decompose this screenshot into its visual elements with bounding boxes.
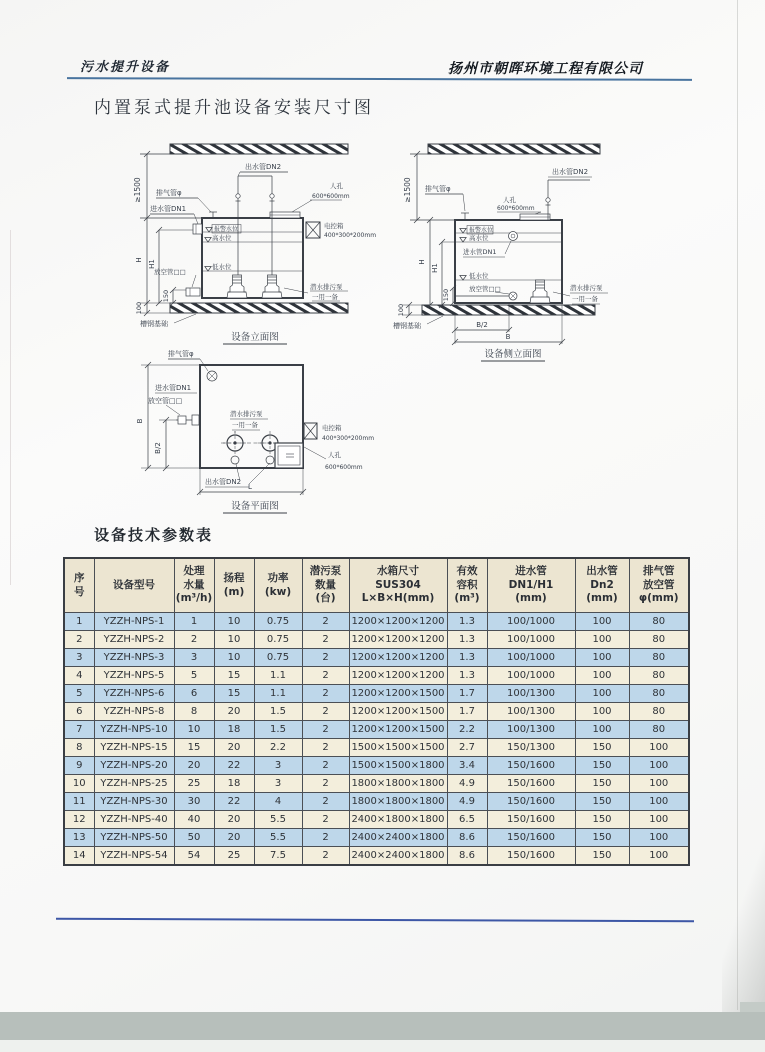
side-linework: [402, 144, 608, 361]
table-cell: 25: [214, 847, 254, 866]
table-cell: YZZH-NPS-3: [94, 649, 174, 667]
table-cell: 100: [575, 667, 629, 685]
elevation-low-level-label: 低水位: [212, 263, 232, 271]
table-header-cell: 扬程 (m): [214, 558, 254, 613]
table-cell: 10: [64, 775, 94, 793]
table-cell: 2400×1800×1800: [349, 811, 447, 829]
side-high-level-label: 高水位: [469, 234, 489, 242]
elevation-manhole-label: 人孔: [330, 182, 343, 190]
table-cell: 1.3: [447, 631, 487, 649]
company-name-header: 扬州市朝晖环境工程有限公司: [448, 61, 643, 77]
side-manhole-label: 人孔: [503, 196, 516, 204]
table-cell: 1.3: [447, 613, 487, 631]
side-title: 设备侧立面图: [484, 349, 542, 360]
table-cell: 2: [302, 685, 349, 703]
table-cell: 1200×1200×1500: [349, 721, 447, 739]
table-header-cell: 出水管 Dn2 (mm): [575, 558, 629, 613]
table-cell: YZZH-NPS-6: [94, 685, 174, 703]
table-row: [64, 739, 689, 757]
top-slab-hatch: [428, 144, 600, 154]
table-cell: 2: [302, 739, 349, 757]
table-cell: 1.7: [447, 703, 487, 721]
side-alarm-level-label: 报警水位: [469, 227, 494, 234]
scan-bottom-band: [0, 1012, 765, 1040]
table-cell: 80: [629, 613, 689, 631]
side-pump-name-label: 潜水排污泵: [570, 284, 603, 292]
table-cell: 80: [629, 667, 689, 685]
table-cell: 1800×1800×1800: [349, 775, 447, 793]
params-table-body: [64, 613, 689, 866]
control-box-symbol: [304, 423, 317, 439]
table-row: [64, 793, 689, 811]
table-cell: 80: [629, 685, 689, 703]
table-cell: 8: [64, 739, 94, 757]
table-row: [64, 829, 689, 847]
pump-2: [262, 275, 282, 298]
table-cell: 13: [64, 829, 94, 847]
manhole-cover: [270, 212, 300, 218]
table-header-cell: 功率 (kw): [254, 558, 302, 613]
plan-labels: [136, 349, 374, 512]
side-manhole-size: 600*600mm: [497, 205, 535, 212]
table-header-cell: 水箱尺寸 SUS304 L×B×H(mm): [349, 558, 447, 613]
table-cell: 15: [214, 685, 254, 703]
table-cell: 2: [302, 703, 349, 721]
table-cell: 15: [174, 739, 214, 757]
table-cell: 1800×1800×1800: [349, 793, 447, 811]
table-cell: 2: [302, 793, 349, 811]
table-cell: 4: [64, 667, 94, 685]
table-cell: 8.6: [447, 829, 487, 847]
footer-rule: [56, 918, 694, 922]
side-dim-150: 150: [442, 288, 450, 302]
table-cell: 2: [64, 631, 94, 649]
plan-drain-pipe-label: 放空管□□: [148, 397, 183, 405]
table-row: [64, 631, 689, 649]
inlet-pipe-section: [509, 232, 518, 241]
plan-manhole-label: 人孔: [328, 451, 341, 459]
table-cell: 18: [214, 775, 254, 793]
elevation-alarm-level-label: 报警水位: [214, 226, 239, 233]
table-row: [64, 649, 689, 667]
vent-symbol: [207, 371, 217, 381]
side-dim-h: H: [418, 259, 426, 265]
side-inlet-pipe-label: 进水管DN1: [463, 248, 497, 256]
side-outlet-pipe-label: 出水管DN2: [551, 168, 589, 176]
elevation-control-box-label: 电控箱: [324, 222, 344, 230]
table-cell: 2: [302, 721, 349, 739]
elevation-drain-pipe-label: 放空管□□: [154, 268, 186, 276]
table-cell: 100: [629, 775, 689, 793]
table-row: [64, 685, 689, 703]
plan-manhole-size: 600*600mm: [325, 464, 363, 471]
side-labels: [393, 167, 603, 360]
table-cell: YZZH-NPS-30: [94, 793, 174, 811]
table-cell: 10: [214, 631, 254, 649]
table-cell: 2: [302, 757, 349, 775]
elevation-clearance-dim: ≥1500: [133, 177, 142, 203]
table-cell: 2.2: [447, 721, 487, 739]
table-cell: 25: [174, 775, 214, 793]
table-cell: 1200×1200×1200: [349, 649, 447, 667]
table-cell: 20: [214, 811, 254, 829]
plan-dim-b-half: B/2: [154, 442, 162, 454]
table-cell: 2: [174, 631, 214, 649]
table-cell: 150/1300: [487, 739, 575, 757]
side-vent-pipe-label: 排气管φ: [425, 185, 451, 193]
table-cell: 1.5: [254, 721, 302, 739]
table-cell: 80: [629, 631, 689, 649]
table-cell: 1200×1200×1500: [349, 703, 447, 721]
top-slab-hatch: [170, 144, 348, 154]
elevation-dim-h: H: [135, 257, 143, 263]
table-cell: 150: [575, 847, 629, 866]
table-cell: 2: [302, 847, 349, 866]
table-cell: 6: [174, 685, 214, 703]
table-row: [64, 721, 689, 739]
table-cell: 40: [174, 811, 214, 829]
table-cell: 2.2: [254, 739, 302, 757]
table-cell: 150/1600: [487, 847, 575, 866]
table-cell: 4: [254, 793, 302, 811]
elevation-high-level-label: 高水位: [212, 234, 232, 242]
table-cell: 22: [214, 757, 254, 775]
table-cell: 150: [575, 775, 629, 793]
table-cell: 30: [174, 793, 214, 811]
table-cell: YZZH-NPS-5: [94, 667, 174, 685]
table-cell: 100/1300: [487, 685, 575, 703]
plan-control-box-label: 电控箱: [322, 424, 342, 432]
table-row: [64, 667, 689, 685]
table-cell: 150: [575, 793, 629, 811]
elevation-dim-h1: H1: [148, 259, 156, 269]
table-cell: 6.5: [447, 811, 487, 829]
side-foundation-label: 槽钢基础: [393, 322, 421, 330]
table-cell: 7: [64, 721, 94, 739]
table-cell: 10: [174, 721, 214, 739]
table-row: [64, 757, 689, 775]
table-cell: 100: [629, 829, 689, 847]
table-cell: 150/1600: [487, 811, 575, 829]
plan-diagram: [100, 345, 400, 515]
table-cell: 3: [254, 757, 302, 775]
elevation-foundation-label: 槽钢基础: [140, 320, 168, 328]
table-cell: 1500×1500×1500: [349, 739, 447, 757]
table-cell: 80: [629, 721, 689, 739]
table-cell: 100: [575, 649, 629, 667]
outlet-penetration-1: [231, 456, 239, 464]
table-header-cell: 处理 水量 (m³/h): [174, 558, 214, 613]
elevation-diagram: [100, 138, 390, 353]
side-clearance-dim: ≥1500: [403, 177, 412, 203]
outlet-pipes: [236, 176, 275, 275]
table-cell: 80: [629, 649, 689, 667]
table-cell: 54: [174, 847, 214, 866]
table-cell: YZZH-NPS-10: [94, 721, 174, 739]
table-cell: 0.75: [254, 649, 302, 667]
table-cell: 100: [575, 721, 629, 739]
table-cell: 2: [302, 631, 349, 649]
table-cell: 150: [575, 829, 629, 847]
table-header-cell: 设备型号: [94, 558, 174, 613]
table-cell: 4.9: [447, 775, 487, 793]
table-cell: 2: [302, 829, 349, 847]
table-cell: 1200×1200×1200: [349, 613, 447, 631]
table-cell: 1.1: [254, 667, 302, 685]
table-cell: 2: [302, 811, 349, 829]
table-cell: 100/1000: [487, 631, 575, 649]
table-cell: 150/1600: [487, 775, 575, 793]
elevation-vent-pipe-label: 排气管φ: [156, 189, 182, 197]
table-header-row: [64, 558, 689, 613]
table-cell: 2400×2400×1800: [349, 847, 447, 866]
header-rule: [67, 77, 692, 81]
table-cell: 150: [575, 811, 629, 829]
table-cell: 0.75: [254, 631, 302, 649]
control-box-symbol: [306, 222, 320, 238]
table-cell: 6: [64, 703, 94, 721]
elevation-outlet-pipe-label: 出水管DN2: [244, 163, 282, 171]
table-cell: YZZH-NPS-1: [94, 613, 174, 631]
table-cell: 10: [214, 613, 254, 631]
table-cell: 5: [64, 685, 94, 703]
plan-outlet-pipe-label: 出水管DN2: [205, 478, 242, 486]
table-cell: YZZH-NPS-54: [94, 847, 174, 866]
table-cell: 150/1600: [487, 829, 575, 847]
elevation-pump-name-label: 潜水排污泵: [310, 283, 343, 291]
elevation-linework: [140, 144, 348, 344]
plan-control-box-size: 400*300*200mm: [322, 435, 375, 442]
table-cell: 150: [575, 757, 629, 775]
table-cell: 20: [214, 739, 254, 757]
table-cell: 5: [174, 667, 214, 685]
table-cell: 14: [64, 847, 94, 866]
table-cell: 50: [174, 829, 214, 847]
table-cell: 9: [64, 757, 94, 775]
table-cell: 100/1000: [487, 613, 575, 631]
document-category-header: 污水提升设备: [80, 60, 171, 75]
plan-dim-l: L: [248, 483, 252, 491]
outlet-pipe: [546, 177, 593, 220]
table-cell: 8.6: [447, 847, 487, 866]
side-pump-duty-label: 一用一备: [572, 295, 598, 303]
table-cell: 100: [629, 793, 689, 811]
table-cell: 5.5: [254, 811, 302, 829]
elevation-dim-150: 150: [162, 289, 170, 303]
elevation-title: 设备立面图: [231, 332, 279, 343]
elevation-manhole-size: 600*600mm: [312, 193, 350, 200]
table-header-cell: 潜污泵 数量 (台): [302, 558, 349, 613]
outlet-penetration-2: [266, 456, 274, 464]
table-cell: 100/1300: [487, 703, 575, 721]
plan-pump-name-label: 潜水排污泵: [230, 410, 263, 418]
table-header-cell: 序 号: [64, 558, 94, 613]
pump-1: [227, 275, 247, 298]
table-cell: 150/1600: [487, 757, 575, 775]
table-cell: 1.5: [254, 703, 302, 721]
page-title: 内置泵式提升池设备安装尺寸图: [94, 98, 374, 118]
table-cell: 1200×1200×1200: [349, 667, 447, 685]
plan-dim-b: B: [136, 418, 144, 424]
manhole-cover: [520, 214, 550, 220]
side-dim-b: B: [505, 333, 511, 341]
side-dim-100: 100: [397, 303, 405, 317]
table-cell: 1.3: [447, 649, 487, 667]
table-cell: YZZH-NPS-40: [94, 811, 174, 829]
table-cell: 20: [214, 703, 254, 721]
table-cell: 0.75: [254, 613, 302, 631]
table-cell: 10: [214, 649, 254, 667]
table-cell: 1.1: [254, 685, 302, 703]
drain-fitting: [456, 292, 517, 300]
table-cell: 1.3: [447, 667, 487, 685]
table-cell: YZZH-NPS-8: [94, 703, 174, 721]
table-row: [64, 775, 689, 793]
table-cell: 2: [302, 667, 349, 685]
plan-linework: [141, 359, 326, 513]
table-cell: 100: [575, 703, 629, 721]
table-cell: 5.5: [254, 829, 302, 847]
table-cell: 80: [629, 703, 689, 721]
table-cell: YZZH-NPS-50: [94, 829, 174, 847]
side-dim-h1: H1: [431, 263, 439, 273]
table-cell: 100: [575, 613, 629, 631]
side-elevation-diagram: [385, 138, 685, 368]
table-cell: 3.4: [447, 757, 487, 775]
manhole-plan: [275, 443, 303, 468]
table-cell: 1: [174, 613, 214, 631]
table-cell: 2400×2400×1800: [349, 829, 447, 847]
table-cell: 2.7: [447, 739, 487, 757]
table-cell: 1: [64, 613, 94, 631]
table-header-cell: 有效 容积 (m³): [447, 558, 487, 613]
table-cell: 1500×1500×1800: [349, 757, 447, 775]
table-row: [64, 847, 689, 866]
table-cell: 15: [214, 667, 254, 685]
table-cell: 7.5: [254, 847, 302, 866]
table-cell: YZZH-NPS-2: [94, 631, 174, 649]
scan-corner-shadow: [722, 840, 765, 1012]
table-cell: 20: [174, 757, 214, 775]
table-cell: 150: [575, 739, 629, 757]
table-cell: 1200×1200×1500: [349, 685, 447, 703]
table-section-title: 设备技术参数表: [94, 526, 214, 544]
table-cell: 22: [214, 793, 254, 811]
table-cell: 4.9: [447, 793, 487, 811]
table-cell: 3: [174, 649, 214, 667]
table-cell: 100/1000: [487, 649, 575, 667]
plan-pump-duty-label: 一用一备: [232, 421, 258, 429]
table-header-cell: 排气管 放空管 φ(mm): [629, 558, 689, 613]
table-row: [64, 703, 689, 721]
table-cell: 100: [575, 685, 629, 703]
table-cell: YZZH-NPS-15: [94, 739, 174, 757]
pump: [530, 280, 550, 303]
table-row: [64, 811, 689, 829]
table-cell: 100: [629, 739, 689, 757]
elevation-pump-duty-label: 一用一备: [312, 293, 338, 301]
table-cell: YZZH-NPS-20: [94, 757, 174, 775]
table-cell: 8: [174, 703, 214, 721]
table-cell: YZZH-NPS-25: [94, 775, 174, 793]
table-cell: 12: [64, 811, 94, 829]
table-row: [64, 613, 689, 631]
table-cell: 100/1000: [487, 667, 575, 685]
table-cell: 11: [64, 793, 94, 811]
table-cell: 150/1600: [487, 793, 575, 811]
plan-inlet-pipe-label: 进水管DN1: [155, 384, 192, 392]
table-header-cell: 进水管 DN1/H1 (mm): [487, 558, 575, 613]
bottom-slab-hatch: [170, 303, 348, 313]
table-cell: 3: [64, 649, 94, 667]
table-cell: 100/1300: [487, 721, 575, 739]
table-cell: 18: [214, 721, 254, 739]
elevation-inlet-pipe-label: 进水管DN1: [150, 205, 187, 213]
elevation-dim-100: 100: [135, 301, 143, 315]
table-cell: 1200×1200×1200: [349, 631, 447, 649]
table-cell: 100: [629, 847, 689, 866]
parameters-table: [63, 557, 690, 866]
plan-title: 设备平面图: [231, 501, 279, 512]
table-cell: 100: [629, 811, 689, 829]
table-cell: 1.7: [447, 685, 487, 703]
side-drain-pipe-label: 放空管□□: [469, 285, 501, 293]
plan-vent-pipe-label: 排气管φ: [168, 350, 194, 358]
elevation-control-box-size: 400*300*200mm: [324, 232, 377, 239]
table-cell: 2: [302, 775, 349, 793]
side-dim-b-half: B/2: [476, 321, 488, 329]
elevation-labels: [133, 162, 376, 343]
side-low-level-label: 低水位: [469, 272, 489, 280]
scan-artifact-line: [10, 230, 11, 585]
table-cell: 2: [302, 649, 349, 667]
table-cell: 3: [254, 775, 302, 793]
table-cell: 100: [629, 757, 689, 775]
table-cell: 20: [214, 829, 254, 847]
scan-bottom-margin: [0, 1040, 765, 1052]
drain-fitting: [186, 275, 200, 296]
bottom-slab-hatch: [422, 305, 595, 315]
table-cell: 100: [575, 631, 629, 649]
table-cell: 2: [302, 613, 349, 631]
